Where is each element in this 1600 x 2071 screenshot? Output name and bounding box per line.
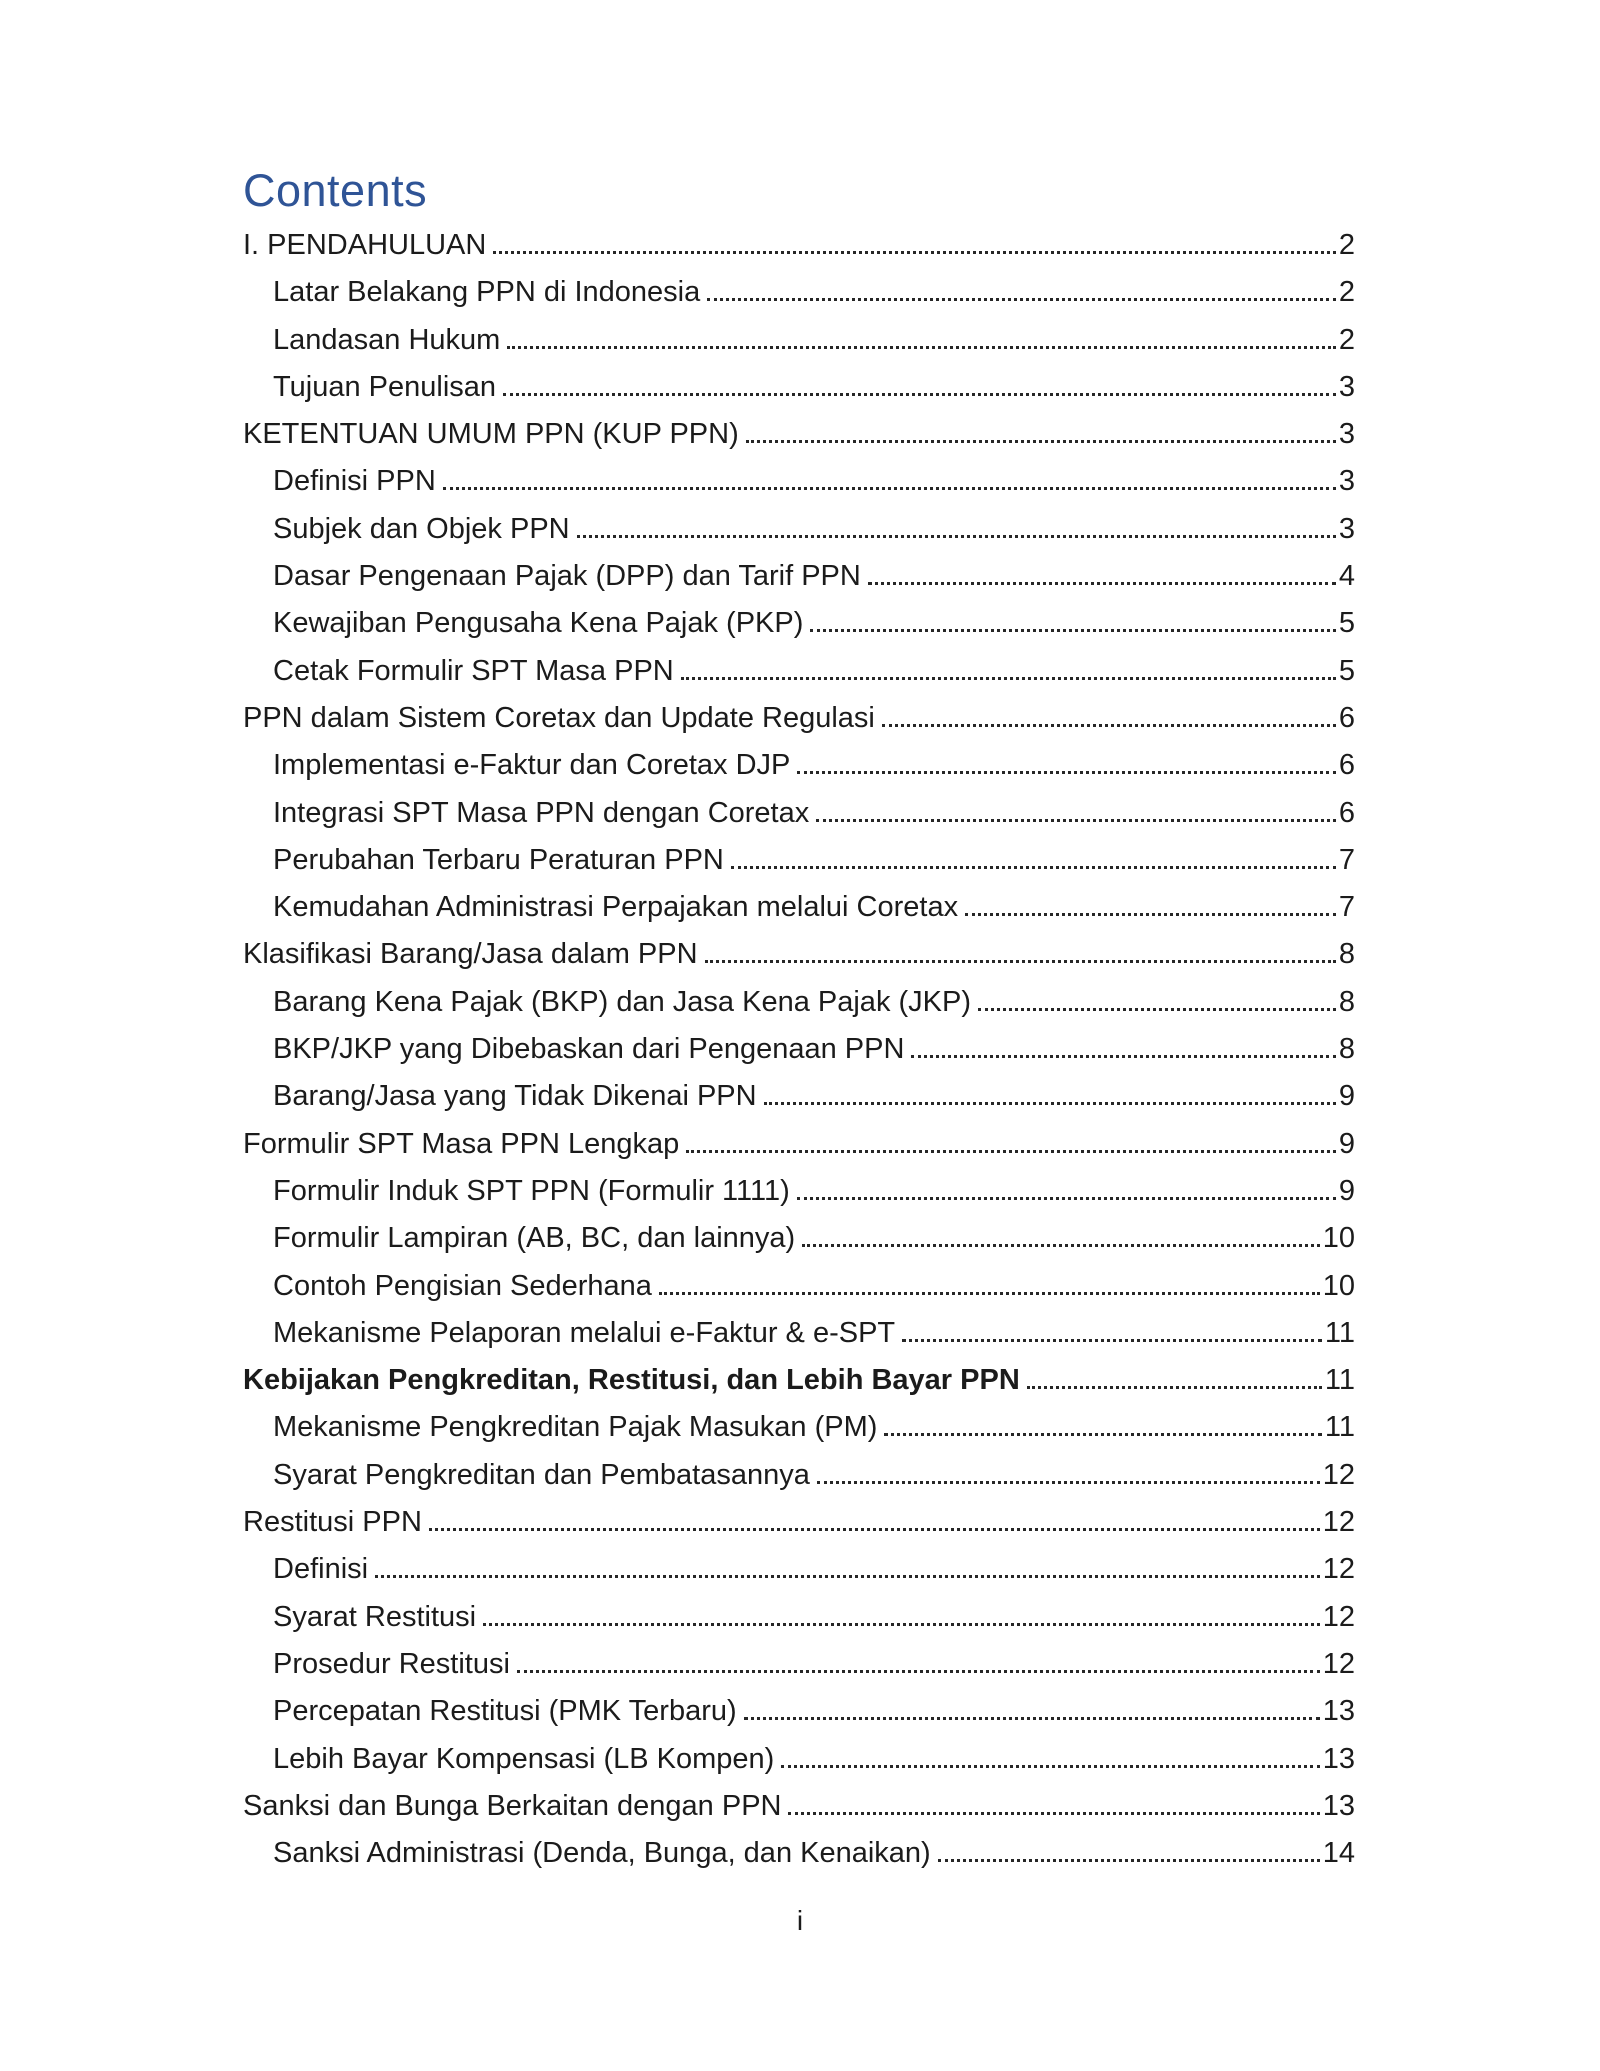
toc-entry[interactable] bbox=[243, 648, 1355, 695]
toc-entry-label: I. PENDAHULUAN bbox=[243, 229, 487, 261]
toc-entry[interactable] bbox=[243, 1830, 1355, 1877]
toc-page-number: 3 bbox=[1338, 465, 1355, 498]
toc-entry-label: Contoh Pengisian Sederhana bbox=[273, 1269, 652, 1302]
toc-entry[interactable] bbox=[243, 1688, 1355, 1735]
toc-entry-label: Implementasi e-Faktur dan Coretax DJP bbox=[273, 749, 791, 782]
toc-entry-label: Lebih Bayar Kompensasi (LB Kompen) bbox=[273, 1742, 775, 1775]
toc-page-number: 2 bbox=[1338, 276, 1355, 309]
toc-page-number: 3 bbox=[1338, 418, 1355, 451]
toc-entry-label: Klasifikasi Barang/Jasa dalam PPN bbox=[243, 938, 698, 971]
dot-leader bbox=[911, 1051, 1335, 1058]
toc-page-number: 8 bbox=[1338, 985, 1355, 1018]
toc-page-number: 13 bbox=[1322, 1695, 1355, 1728]
toc-entry[interactable] bbox=[243, 1215, 1355, 1262]
toc-entry[interactable] bbox=[243, 411, 1355, 458]
toc-entry-label: Percepatan Restitusi (PMK Terbaru) bbox=[273, 1695, 737, 1728]
dot-leader bbox=[375, 1571, 1320, 1578]
toc-entry[interactable] bbox=[243, 317, 1355, 364]
dot-leader bbox=[802, 1240, 1320, 1247]
toc-page-number: 8 bbox=[1338, 938, 1355, 971]
dot-leader bbox=[483, 1619, 1320, 1626]
toc-entry[interactable] bbox=[243, 1736, 1355, 1783]
dot-leader bbox=[577, 531, 1336, 538]
toc-page-number: 13 bbox=[1322, 1789, 1355, 1822]
toc-entry[interactable] bbox=[243, 1641, 1355, 1688]
toc-page-number: 11 bbox=[1324, 1411, 1355, 1444]
dot-leader bbox=[817, 1477, 1320, 1484]
toc-entry[interactable] bbox=[243, 364, 1355, 411]
toc-entry[interactable] bbox=[243, 1073, 1355, 1120]
toc-entry[interactable] bbox=[243, 979, 1355, 1026]
toc-entry[interactable] bbox=[243, 742, 1355, 789]
toc-page-number: 6 bbox=[1338, 796, 1355, 829]
toc-entry[interactable] bbox=[243, 1546, 1355, 1593]
toc-entry-label: Landasan Hukum bbox=[273, 323, 501, 356]
toc-entry[interactable] bbox=[243, 506, 1355, 553]
toc-entry[interactable] bbox=[243, 553, 1355, 600]
dot-leader bbox=[686, 1146, 1336, 1153]
toc-entry-label: Barang/Jasa yang Tidak Dikenai PPN bbox=[273, 1080, 757, 1113]
dot-leader bbox=[882, 720, 1336, 727]
toc-page-number: 4 bbox=[1338, 560, 1355, 593]
dot-leader bbox=[659, 1288, 1320, 1295]
dot-leader bbox=[978, 1004, 1336, 1011]
dot-leader bbox=[429, 1524, 1320, 1531]
dot-leader bbox=[744, 1713, 1320, 1720]
toc-entry-label: Tujuan Penulisan bbox=[273, 370, 497, 403]
toc-entry-label: Formulir SPT Masa PPN Lengkap bbox=[243, 1127, 680, 1160]
dot-leader bbox=[797, 1193, 1336, 1200]
dot-leader bbox=[938, 1855, 1320, 1862]
toc-entry-label: Definisi PPN bbox=[273, 465, 436, 498]
toc-entry[interactable] bbox=[243, 1357, 1355, 1404]
toc-entry-label: Perubahan Terbaru Peraturan PPN bbox=[273, 843, 724, 876]
toc-page-number: 5 bbox=[1338, 607, 1355, 640]
dot-leader bbox=[443, 483, 1336, 490]
toc-page-number: 5 bbox=[1338, 654, 1355, 687]
toc-page-number: 8 bbox=[1338, 1033, 1355, 1066]
contents-heading: Contents bbox=[243, 165, 428, 216]
toc-entry-label: Kewajiban Pengusaha Kena Pajak (PKP) bbox=[273, 607, 804, 640]
toc-entry[interactable] bbox=[243, 1168, 1355, 1215]
toc-page-number: 12 bbox=[1322, 1600, 1355, 1633]
toc-entry-label: Subjek dan Objek PPN bbox=[273, 512, 570, 545]
toc-entry-label: Latar Belakang PPN di Indonesia bbox=[273, 276, 701, 309]
dot-leader bbox=[816, 815, 1336, 822]
toc-entry-label: Kebijakan Pengkreditan, Restitusi, dan Lebih Bayar PPN bbox=[243, 1364, 1020, 1397]
dot-leader bbox=[705, 956, 1336, 963]
dot-leader bbox=[781, 1761, 1319, 1768]
footer-page-number: i bbox=[796, 1905, 804, 1936]
toc-page-number: 11 bbox=[1324, 1364, 1355, 1397]
toc-page-number: 6 bbox=[1338, 749, 1355, 782]
toc-entry[interactable] bbox=[243, 1026, 1355, 1073]
toc-page-number: 12 bbox=[1322, 1506, 1355, 1539]
toc-entry[interactable] bbox=[243, 1783, 1355, 1830]
toc-page-number: 12 bbox=[1322, 1647, 1355, 1680]
toc-page-number: 6 bbox=[1338, 701, 1355, 734]
toc-entry[interactable] bbox=[243, 695, 1355, 742]
toc-entry[interactable] bbox=[243, 1263, 1355, 1310]
toc-page-number: 2 bbox=[1338, 229, 1355, 261]
dot-leader bbox=[788, 1808, 1319, 1815]
dot-leader bbox=[507, 342, 1336, 349]
toc-entry-label: PPN dalam Sistem Coretax dan Update Regulasi bbox=[243, 701, 875, 734]
toc-entry[interactable] bbox=[243, 269, 1355, 316]
toc-page-number: 3 bbox=[1338, 512, 1355, 545]
toc-page-number: 7 bbox=[1338, 891, 1355, 924]
dot-leader bbox=[902, 1335, 1322, 1342]
toc-entry-label: Dasar Pengenaan Pajak (DPP) dan Tarif PPN bbox=[273, 560, 861, 593]
dot-leader bbox=[746, 436, 1336, 443]
dot-leader bbox=[1027, 1382, 1322, 1389]
toc-page-number: 2 bbox=[1338, 323, 1355, 356]
dot-leader bbox=[810, 625, 1335, 632]
dot-leader bbox=[731, 862, 1336, 869]
toc-entry[interactable] bbox=[243, 790, 1355, 837]
toc-entry-label: Formulir Lampiran (AB, BC, dan lainnya) bbox=[273, 1222, 796, 1255]
dot-leader bbox=[965, 909, 1336, 916]
toc-entry-label: Cetak Formulir SPT Masa PPN bbox=[273, 654, 674, 687]
toc-entry-label: Barang Kena Pajak (BKP) dan Jasa Kena Pajak (JKP) bbox=[273, 985, 971, 1018]
toc-entry-label: BKP/JKP yang Dibebaskan dari Pengenaan PPN bbox=[273, 1033, 905, 1066]
dot-leader bbox=[503, 389, 1336, 396]
dot-leader bbox=[764, 1098, 1336, 1105]
toc-entry-label: Sanksi dan Bunga Berkaitan dengan PPN bbox=[243, 1789, 782, 1822]
toc-entry[interactable] bbox=[243, 1452, 1355, 1499]
toc-page-number: 12 bbox=[1322, 1553, 1355, 1586]
toc-entry[interactable] bbox=[243, 837, 1355, 884]
toc-page-number: 12 bbox=[1322, 1458, 1355, 1491]
dot-leader bbox=[797, 767, 1335, 774]
toc-entry[interactable] bbox=[243, 884, 1355, 931]
toc-entry-label: KETENTUAN UMUM PPN (KUP PPN) bbox=[243, 418, 739, 451]
toc-entry[interactable] bbox=[243, 222, 1355, 269]
toc-entry-label: Definisi bbox=[273, 1553, 369, 1586]
toc-entry[interactable] bbox=[243, 1499, 1355, 1546]
toc-entry-label: Mekanisme Pengkreditan Pajak Masukan (PM) bbox=[273, 1411, 878, 1444]
toc-page-number: 9 bbox=[1338, 1080, 1355, 1113]
toc-entry-label: Kemudahan Administrasi Perpajakan melalui Coretax bbox=[273, 891, 959, 924]
toc-page-number: 9 bbox=[1338, 1127, 1355, 1160]
toc-entry-label: Integrasi SPT Masa PPN dengan Coretax bbox=[273, 796, 810, 829]
toc-entry[interactable] bbox=[243, 458, 1355, 505]
toc-page-number: 13 bbox=[1322, 1742, 1355, 1775]
toc-page-number: 14 bbox=[1322, 1837, 1355, 1870]
toc-entry-label: Syarat Restitusi bbox=[273, 1600, 477, 1633]
toc-entry-label: Mekanisme Pelaporan melalui e-Faktur & e-SPT bbox=[273, 1316, 896, 1349]
toc-entry-label: Sanksi Administrasi (Denda, Bunga, dan Kenaikan) bbox=[273, 1837, 931, 1870]
dot-leader bbox=[493, 247, 1336, 254]
toc-page-number: 7 bbox=[1338, 843, 1355, 876]
dot-leader bbox=[707, 294, 1336, 301]
toc-entry[interactable] bbox=[243, 1594, 1355, 1641]
toc-page-number: 11 bbox=[1324, 1316, 1355, 1349]
toc-entry-label: Restitusi PPN bbox=[243, 1506, 422, 1539]
toc-entry[interactable] bbox=[243, 600, 1355, 647]
toc-page-number: 10 bbox=[1322, 1269, 1355, 1302]
toc-entry[interactable] bbox=[243, 1121, 1355, 1168]
toc-entry[interactable] bbox=[243, 931, 1355, 978]
toc-entry-label: Prosedur Restitusi bbox=[273, 1647, 510, 1680]
toc-entry-label: Formulir Induk SPT PPN (Formulir 1111) bbox=[273, 1174, 790, 1207]
dot-leader bbox=[884, 1429, 1321, 1436]
toc-page-number: 9 bbox=[1338, 1174, 1355, 1207]
dot-leader bbox=[868, 578, 1336, 585]
toc-entry[interactable] bbox=[243, 1404, 1355, 1451]
table-of-contents bbox=[243, 222, 1355, 1877]
dot-leader bbox=[681, 673, 1336, 680]
toc-page-number: 3 bbox=[1338, 370, 1355, 403]
toc-entry[interactable] bbox=[243, 1310, 1355, 1357]
dot-leader bbox=[517, 1666, 1320, 1673]
toc-page-number: 10 bbox=[1322, 1222, 1355, 1255]
toc-entry-label: Syarat Pengkreditan dan Pembatasannya bbox=[273, 1458, 810, 1491]
